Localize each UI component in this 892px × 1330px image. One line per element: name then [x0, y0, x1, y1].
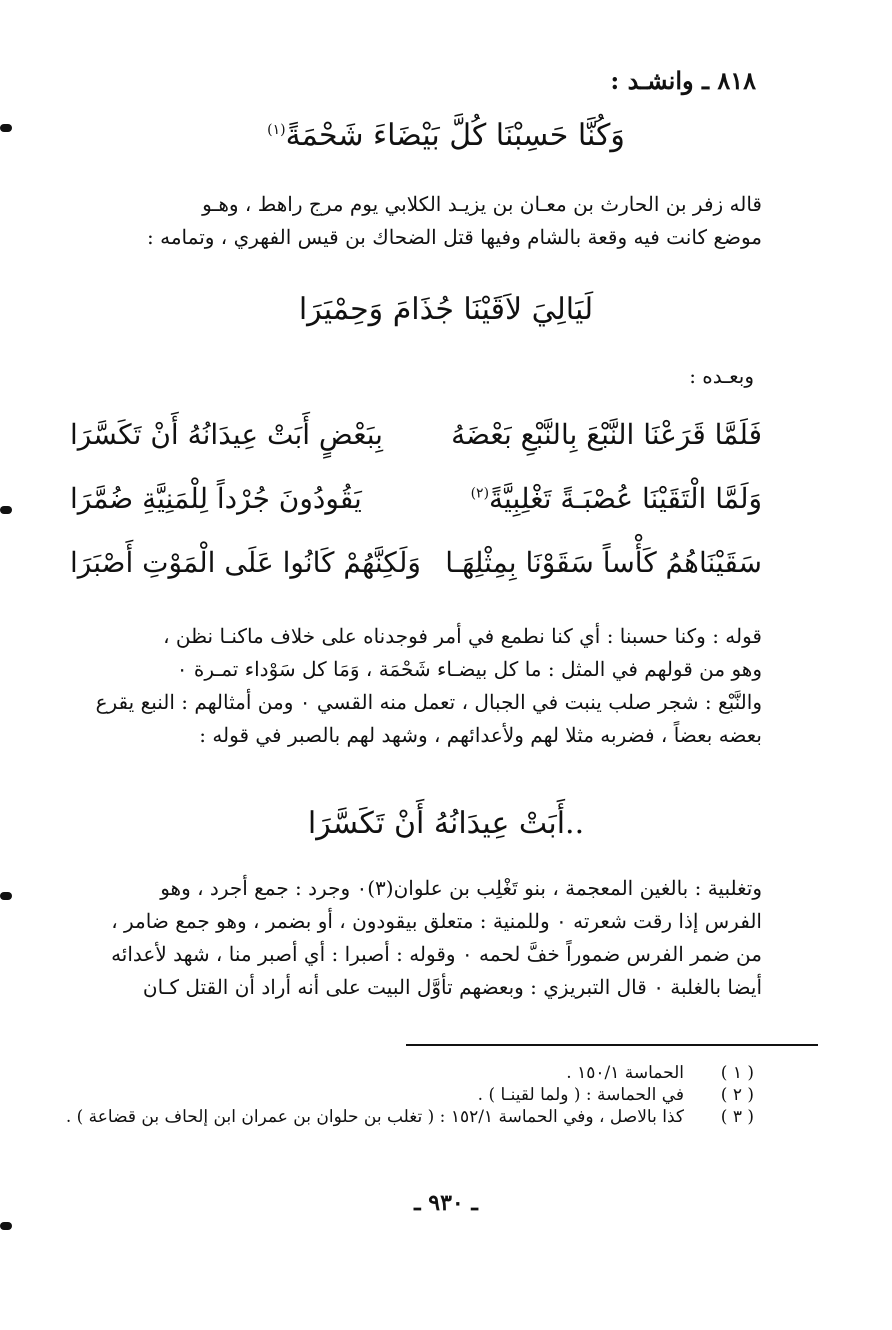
verse-completion: لَيَالِيَ لاَقَيْنَا جُذَامَ وَحِمْيَرَا [298, 292, 594, 327]
footnote-number: ( ١ ) [720, 1063, 754, 1083]
paragraph-line: وتغلبية : بالغين المعجمة ، بنو تَغْلِب بن علوان(٣)٠ وجرد : جمع أجرد ، وهو [160, 876, 762, 900]
paragraph-line: والنَّبْع : شجر صلب ينبت في الجبال ، تعمل منه القسي ٠ ومن أمثالهم : النبع يقرع [95, 690, 762, 714]
entry-heading: ٨١٨ ـ وانشـد : [610, 66, 756, 95]
footnote-divider [406, 1044, 818, 1046]
paragraph-attribution [58, 188, 762, 254]
scan-edge-mark [0, 1222, 12, 1230]
paragraph-line: قاله زفر بن الحارث بن معـان بن يزيـد الكلابي يوم مرج راهط ، وهـو [202, 192, 762, 216]
scan-edge-mark [0, 506, 12, 514]
footnote-number: ( ٢ ) [720, 1085, 754, 1105]
footnote-text: كذا بالاصل ، وفي الحماسة ١٥٢/١ : ( تغلب بن حلوان بن عمران ابن إلحاف بن قضاعة ) . [65, 1107, 684, 1127]
footnote [60, 1062, 754, 1084]
hemistich-text: وَلَمَّا الْتَقَيْنَا عُصْبَـةً تَغْلِبِيَّةً [489, 482, 762, 515]
paragraph-line: وهو من قولهم في المثل : ما كل بيضـاء شَحْمَة ، وَمَا كل سَوْداء تمـرة ٠ [176, 657, 762, 681]
poem-line [70, 482, 762, 546]
verse-title-text: وَكُنَّا حَسِبْنَا كُلَّ بَيْضَاءَ شَحْمَةً [285, 118, 625, 153]
paragraph-commentary [58, 620, 762, 752]
footnote-marker-2: (٢) [470, 485, 490, 502]
footnote-marker-1: (١) [267, 122, 286, 138]
scan-edge-mark [0, 892, 12, 900]
paragraph-line: أيضا بالغلبة ٠ قال التبريزي : وبعضهم تأوَّل البيت على أنه أراد أن القتل كـان [142, 975, 762, 999]
poem-second-hemistich: يَقُودُونَ جُرْداً لِلْمَنِيَّةِ ضُمَّرَا [70, 482, 362, 515]
footnote-text: الحماسة ١٥٠/١ . [566, 1063, 684, 1083]
footnote-text: في الحماسة : ( ولما لقينـا ) . [477, 1085, 684, 1105]
poem-first-hemistich: فَلَمَّا قَرَعْنَا النَّبْعَ بِالنَّبْعِ بَعْضَهُ [451, 418, 762, 451]
poem-block [70, 418, 762, 613]
paragraph-explanation [58, 872, 762, 1004]
paragraph-line: بعضه بعضاً ، فضربه مثلا لهم ولأعدائهم ، وشهد لهم بالصبر في قوله : [199, 723, 762, 747]
poem-first-hemistich: سَقَيْنَاهُمُ كَأْساً سَقَوْنَا بِمِثْلِهَـا [445, 546, 762, 579]
footnote [60, 1084, 754, 1106]
footnotes [60, 1062, 754, 1128]
page-number: ـ ٩٣٠ ـ [414, 1190, 478, 1216]
label-after: وبعـده : [689, 364, 754, 388]
poem-line [70, 546, 762, 610]
scan-edge-mark [0, 124, 12, 132]
footnote [60, 1106, 754, 1128]
poem-second-hemistich: بِبَعْضٍ أَبَتْ عِيدَانُهُ أَنْ تَكَسَّرَا [70, 418, 383, 451]
poem-first-hemistich [471, 482, 762, 515]
paragraph-line: الفرس إذا رقت شعرته ٠ وللمنية : متعلق بيقودون ، أو بضمر ، وهو جمع ضامر ، [111, 909, 762, 933]
paragraph-line: من ضمر الفرس ضموراً خفَّ لحمه ٠ وقوله : أصبرا : أي أصبر منا ، شهد لأعدائه [111, 942, 762, 966]
verse-quote: ..أَبَتْ عِيدَانُهُ أَنْ تَكَسَّرَا [307, 806, 585, 841]
footnote-number: ( ٣ ) [720, 1107, 754, 1127]
paragraph-line: موضع كانت فيه وقعة بالشام وفيها قتل الضحاك بن قيس الفهري ، وتمامه : [147, 225, 762, 249]
poem-second-hemistich: وَلَكِنَّهُمْ كَانُوا عَلَى الْمَوْتِ أَصْبَرَا [70, 546, 421, 579]
paragraph-line: قوله : وكنا حسبنا : أي كنا نطمع في أمر فوجدناه على خلاف ماكنـا نظن ، [163, 624, 762, 648]
poem-line [70, 418, 762, 482]
verse-title [60, 118, 832, 153]
